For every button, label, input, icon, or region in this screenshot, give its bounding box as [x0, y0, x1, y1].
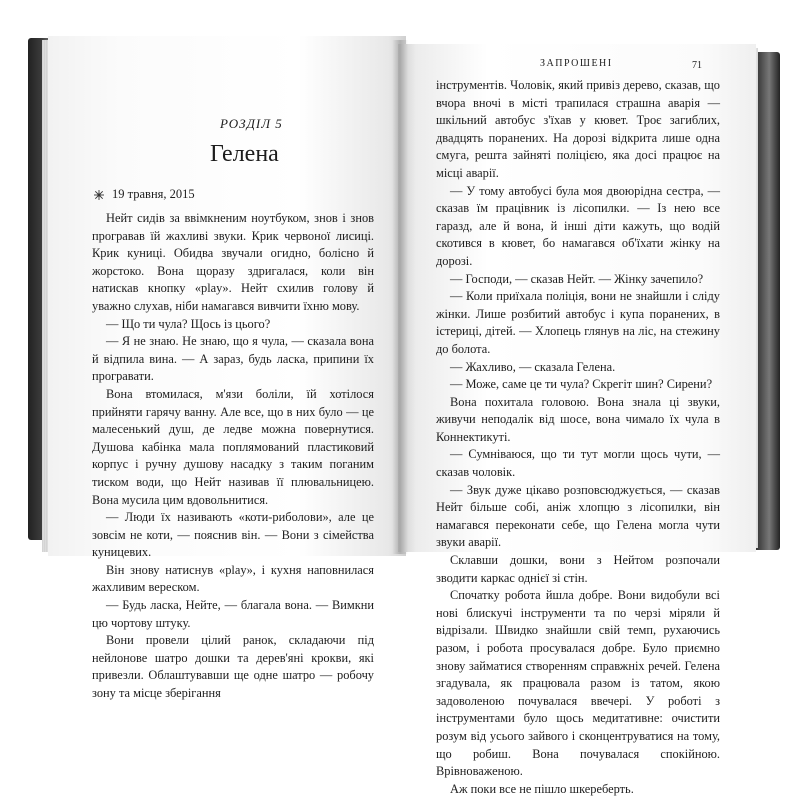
running-head: ЗАПРОШЕНІ	[540, 58, 613, 69]
paragraph: — Може, саме це ти чула? Скрегіт шин? Сирени?	[450, 377, 713, 392]
paragraph: Він знову натиснув «play», і кухня наповнилася жахливим вереском.	[92, 562, 374, 595]
paragraph: — Коли приїхала поліція, вони не знайшли і сліду жінки. Лише розбитий автобус і купа поранених, в істериці, дітей. — Хлопець глянув на ліс, на стежину до болота.	[436, 289, 720, 356]
date-line	[92, 187, 195, 202]
page-number: 71	[692, 60, 702, 71]
paragraph: Вона похитала головою. Вона знала ці звуки, живучи неподалік від шосе, вона чимало їх чула в Коннектикуті.	[436, 394, 720, 444]
paragraph: Аж поки все не пішло шкереберть.	[450, 781, 634, 796]
paragraph: — Сумніваюся, що ти тут могли щось чути, — сказав чоловік.	[436, 447, 720, 480]
chapter-label: РОЗДІЛ 5	[220, 116, 283, 131]
right-page-text	[436, 77, 720, 798]
paragraph: — Жахливо, — сказала Гелена.	[450, 359, 616, 374]
paragraph: Склавши дошки, вони з Нейтом розпочали зводити каркас однієї зі стін.	[436, 553, 720, 585]
paragraph: — Господи, — сказав Нейт. — Жінку зачепило?	[450, 271, 704, 286]
paragraph: Спочатку робота йшла добре. Вони видобули всі нові блискучі інструменти та по черзі міряли й відрізали. Швидко знайшли свій темп, рухаючись разом, і робота просувалася добре. Було приємно знову займатися створенням справжніх речей. Гелена згадувала, як працювала разом із татом, якою задоволеною почувалася ввечері. У роботі з інструментами було щось медитативне: очистити розум від усього зайвого і сконцентруватися на тому, що робиш. Вона почувалася спокійною. Врівноваженою.	[436, 588, 720, 779]
paragraph: Вона втомилася, м'язи боліли, їй хотілося прийняти гарячу ванну. Але все, що в них було — це малесенький душ, де ледве можна повернутися. Душова кабінка мала поплямований пластиковий корпус і ручну душову насадку з таким поганим тиском води, що Нейт називав її плювальницею. Вона мусила цим вдовольнитися.	[92, 386, 374, 507]
paragraph: — Звук дуже цікаво розповсюджується, — сказав Нейт більше собі, аніж хлопцю з лісопилки, він намагався переконати себе, що Гелена могла чути звуки аварії.	[436, 482, 720, 550]
chapter-title: Гелена	[210, 141, 279, 167]
flower-icon	[92, 188, 106, 202]
paragraph: — Я не знаю. Не знаю, що я чула, — сказала вона й відпила вина. — А зараз, будь ласка, припини їх програвати.	[92, 334, 374, 384]
paragraph: — Люди їх називають «коти-риболови», але це зовсім не коти, — пояснив він. — Вони з сімейства куницевих.	[92, 510, 374, 560]
left-page-text	[92, 210, 374, 703]
paragraph: інструментів. Чоловік, який привіз дерево, сказав, що вчора вночі в місті трапилася страшна аварія — шкільний автобус з'їхав у кювет. Троє загиблих, двадцять поранених. На дорозі відкрита лише одна смуга, решта зайняті поліцією, яка досі працює на місці аварії.	[436, 78, 720, 180]
paragraph: Вони провели цілий ранок, складаючи під нейлонове шатро дошки та дерев'яні крокви, які привезли. Облаштувавши ще одне шатро — робочу зону та місце зберігання	[92, 633, 374, 701]
chapter-date: 19 травня, 2015	[112, 187, 195, 201]
paragraph: — У тому автобусі була моя двоюрідна сестра, — сказав їм працівник із лісопилки. — Із нею все гаразд, але й вона, й інші діти кажуть, що водій скотився в кювет, бо намагався об'їхати жінку на дорозі.	[436, 183, 720, 268]
book-gutter	[392, 40, 408, 554]
paragraph: — Будь ласка, Нейте, — благала вона. — Вимкни цю чортову штуку.	[92, 598, 374, 630]
paragraph: — Що ти чула? Щось із цього?	[106, 316, 271, 331]
paragraph: Нейт сидів за ввімкненим ноутбуком, знов і знов програвав їй жахливі звуки. Крик червоної лисиці. Крик куниці. Обидва звучали огидно, болісно й жорстоко. Вона щоразу здригалася, коли він натискав кнопку «play». Нейт схилив голову й уважно слухав, ніби намагався вивчити їхню мову.	[92, 211, 374, 313]
